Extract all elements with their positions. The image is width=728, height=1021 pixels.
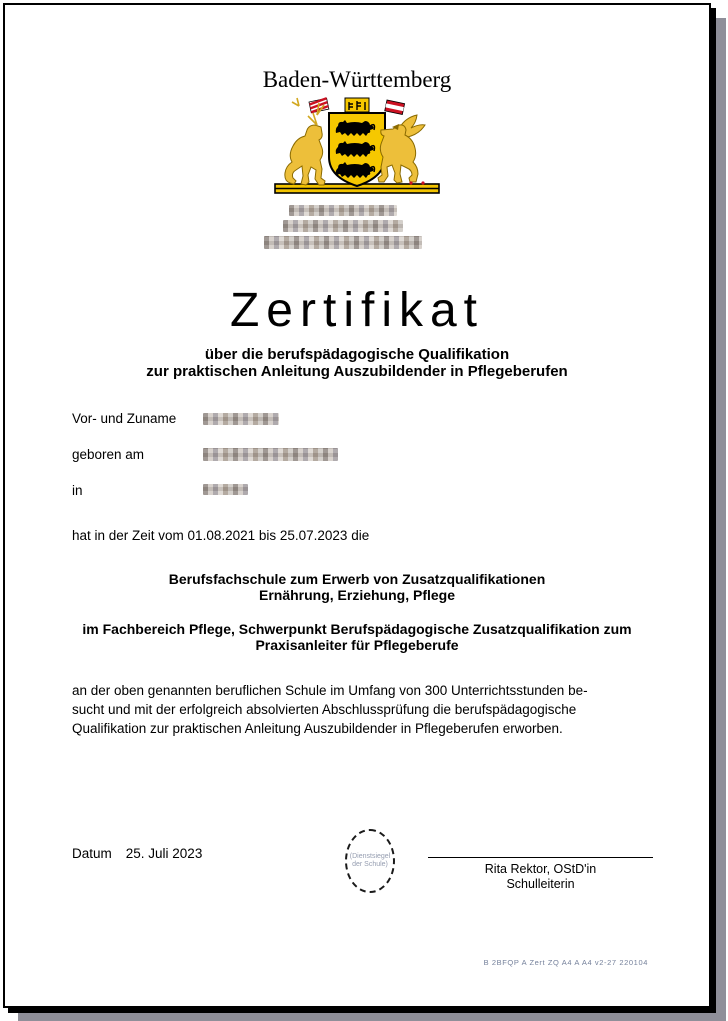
- body-line: an der oben genannten beruflichen Schule im Umfang von 300 Unterrichtsstunden be-: [72, 683, 588, 698]
- date-label: Datum: [72, 846, 112, 861]
- body-line: sucht und mit der erfolgreich absolvierten Abschlussprüfung die berufspädagogische: [72, 702, 577, 717]
- redacted-school-line: [289, 205, 397, 216]
- redacted-school-line: [264, 236, 422, 249]
- certificate-title: Zertifikat: [229, 284, 485, 337]
- date-row: [72, 846, 202, 861]
- seal-text-line: (Dienstsiegel: [349, 853, 391, 860]
- date-value: 25. Juli 2023: [125, 846, 203, 861]
- field-label-name: Vor- und Zuname: [72, 411, 177, 426]
- school-type-line: Ernährung, Erziehung, Pflege: [258, 587, 456, 603]
- seal-text-line: der Schule): [352, 861, 388, 868]
- certificate-page: [3, 3, 711, 1008]
- subtitle-line: zur praktischen Anleitung Auszubildender in Pflegeberufen: [146, 363, 568, 380]
- specialization-line: Praxisanleiter für Pflegeberufe: [255, 637, 459, 653]
- specialization: [5, 621, 709, 653]
- period-sentence: hat in der Zeit vom 01.08.2021 bis 25.07.2023 die: [72, 528, 370, 543]
- signature-line: [428, 857, 653, 858]
- baden-wuerttemberg-coat-of-arms-icon: [265, 97, 449, 199]
- body-line: Qualifikation zur praktischen Anleitung Auszubildender in Pflegeberufen erworben.: [72, 721, 563, 736]
- school-type: [5, 571, 709, 603]
- stag-supporter: [285, 98, 325, 185]
- field-value-birthplace-redacted: [203, 484, 248, 495]
- field-value-name-redacted: [203, 413, 279, 425]
- body-paragraph: [72, 681, 672, 738]
- school-type-line: Berufsfachschule zum Erwerb von Zusatzqualifikationen: [168, 571, 546, 587]
- signature-block: [428, 862, 653, 892]
- redacted-school-line: [283, 220, 403, 232]
- field-value-birthdate-redacted: [203, 448, 338, 461]
- state-name: Baden-Württemberg: [262, 67, 452, 92]
- coat-of-arms: [5, 97, 709, 204]
- certificate-subtitle: [5, 346, 709, 380]
- school-name-redacted: [5, 205, 709, 249]
- field-label-birthdate: geboren am: [72, 447, 145, 462]
- specialization-line: im Fachbereich Pflege, Schwerpunkt Berufspädagogische Zusatzqualifikation zum: [82, 621, 632, 637]
- official-seal-placeholder: [345, 829, 395, 893]
- subtitle-line: über die berufspädagogische Qualifikation: [204, 346, 510, 363]
- form-code: B 2BFQP A Zert ZQ A4 A A4 v2-27 220104: [483, 958, 648, 967]
- signatory-name: Rita Rektor, OStD'in: [484, 862, 597, 876]
- signatory-role: Schulleiterin: [506, 877, 575, 891]
- field-label-birthplace: in: [72, 483, 83, 498]
